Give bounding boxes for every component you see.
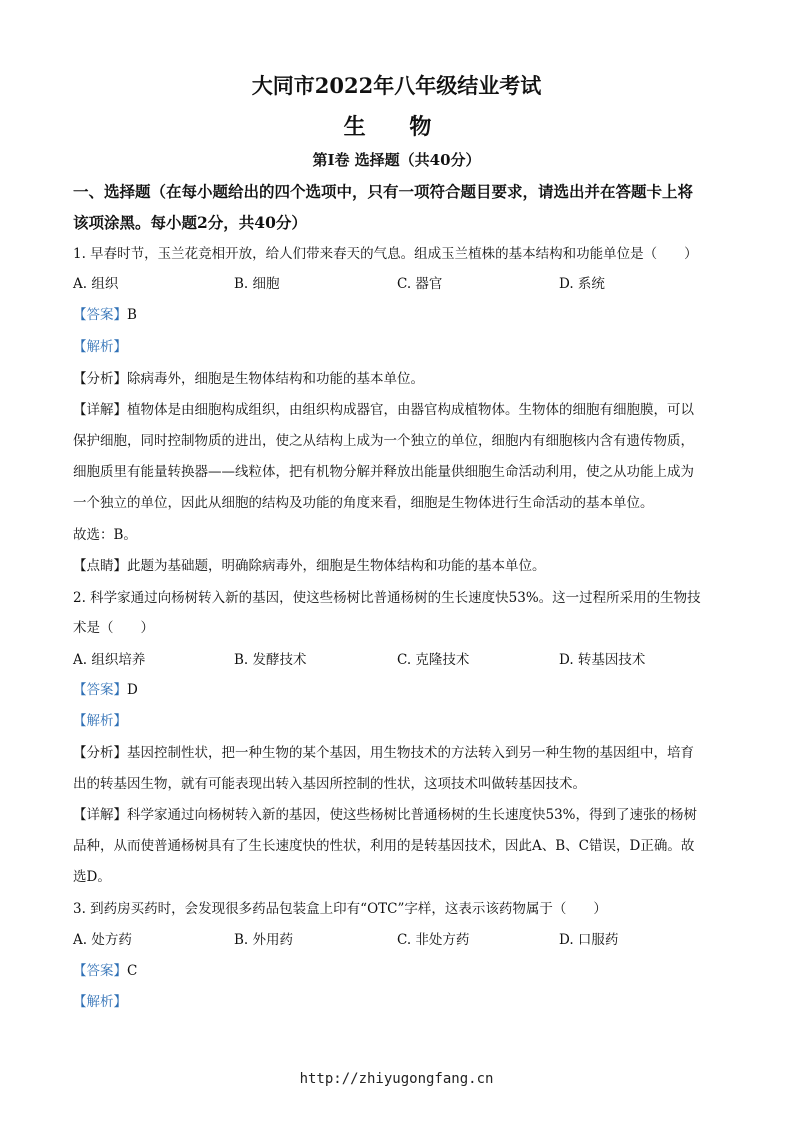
q3-answer [73, 961, 723, 981]
q2-analysis-heading [73, 711, 723, 731]
q2-option-c: C. 克隆技术 [397, 652, 470, 668]
fenxi-text: 除病毒外，细胞是生物体结构和功能的基本单位。 [127, 371, 424, 387]
answer-tag: 【答案】 [73, 682, 127, 698]
analysis-tag: 【解析】 [73, 339, 127, 355]
q3-option-c: C. 非处方药 [397, 932, 470, 948]
q2-fenxi-line [73, 743, 723, 763]
q3-option-a: A. 处方药 [73, 932, 132, 948]
fenxi-text: 基因控制性状，把一种生物的某个基因，用生物技术的方法转入到另一种生物的基因组中，培育 [127, 745, 694, 761]
section-instructions [73, 176, 723, 238]
xiangjie-text: 科学家通过向杨树转入新的基因，使这些杨树比普通杨树的生长速度快53%，得到了速张的杨树 [127, 807, 698, 823]
exam-title: 大同市2022年八年级结业考试 [251, 73, 542, 98]
q1-option-c: C. 器官 [397, 276, 443, 292]
question-2-stem: 术是（ ） [73, 620, 154, 636]
q1-xiangjie-line: 保护细胞，同时控制物质的进出，使之从结构上成为一个独立的单位，细胞内有细胞核内含有遗传物质， [73, 433, 694, 449]
q1-xiangjie-line [73, 400, 723, 420]
q2-option-a: A. 组织培养 [73, 652, 146, 668]
q2-xiangjie-line: 品种，从而使普通杨树具有了生长速度快的性状，利用的是转基因技术，因此A、B、C错误，D正确。故 [73, 838, 695, 854]
xiangjie-tag: 【详解】 [73, 402, 127, 418]
q2-answer [73, 680, 723, 700]
answer-tag: 【答案】 [73, 307, 127, 323]
section-line: 该项涂黑。每小题2分，共40分） [73, 213, 307, 232]
answer-value: B [127, 307, 137, 323]
q1-option-b: B. 细胞 [234, 276, 280, 292]
q1-dianjing [73, 556, 723, 576]
footer-url[interactable]: http://zhiyugongfang.cn [299, 1071, 494, 1087]
part-title: 第Ⅰ卷 选择题（共40分） [312, 151, 481, 169]
q2-fenxi-line: 出的转基因生物，就有可能表现出转入基因所控制的性状，这项技术叫做转基因技术。 [73, 776, 586, 792]
q1-conclusion: 故选：B。 [73, 527, 137, 543]
q3-option-d: D. 口服药 [559, 932, 619, 948]
answer-tag: 【答案】 [73, 963, 127, 979]
analysis-tag: 【解析】 [73, 994, 127, 1010]
q1-option-d: D. 系统 [559, 276, 605, 292]
q3-analysis-heading [73, 992, 723, 1012]
q1-answer [73, 305, 723, 325]
xiangjie-tag: 【详解】 [73, 807, 127, 823]
subject-title: 生 物 [343, 114, 450, 140]
q2-option-b: B. 发酵技术 [234, 652, 307, 668]
answer-value: D [127, 682, 138, 698]
q2-option-d: D. 转基因技术 [559, 652, 646, 668]
q1-analysis-heading [73, 337, 723, 357]
answer-value: C [127, 963, 138, 979]
dianjing-text: 此题为基础题，明确除病毒外，细胞是生物体结构和功能的基本单位。 [127, 558, 546, 574]
fenxi-tag: 【分析】 [73, 745, 127, 761]
question-2-stem: 2. 科学家通过向杨树转入新的基因，使这些杨树比普通杨树的生长速度快53%。这一过程所采用的生物技 [73, 590, 701, 606]
dianjing-tag: 【点睛】 [73, 558, 127, 574]
q2-xiangjie-line: 选D。 [73, 869, 111, 885]
question-1-stem: 1. 早春时节，玉兰花竞相开放，给人们带来春天的气息。组成玉兰植株的基本结构和功能单位是（ ） [73, 246, 698, 262]
q1-xiangjie-line: 一个独立的单位，因此从细胞的结构及功能的角度来看，细胞是生物体进行生命活动的基本单位。 [73, 495, 654, 511]
q2-xiangjie-line [73, 805, 723, 825]
q1-xiangjie-line: 细胞质里有能量转换器——线粒体，把有机物分解并释放出能量供细胞生命活动利用，使之从功能上成为 [73, 464, 694, 480]
fenxi-tag: 【分析】 [73, 371, 127, 387]
analysis-tag: 【解析】 [73, 713, 127, 729]
q1-option-a: A. 组织 [73, 276, 119, 292]
section-line: 一、选择题（在每小题给出的四个选项中，只有一项符合题目要求，请选出并在答题卡上将 [73, 182, 694, 201]
xiangjie-text: 植物体是由细胞构成组织，由组织构成器官，由器官构成植物体。生物体的细胞有细胞膜，可以 [127, 402, 694, 418]
question-3-stem: 3. 到药房买药时，会发现很多药品包装盒上印有“OTC”字样，这表示该药物属于（ ） [73, 901, 607, 917]
q3-option-b: B. 外用药 [234, 932, 294, 948]
q1-fenxi [73, 369, 723, 389]
